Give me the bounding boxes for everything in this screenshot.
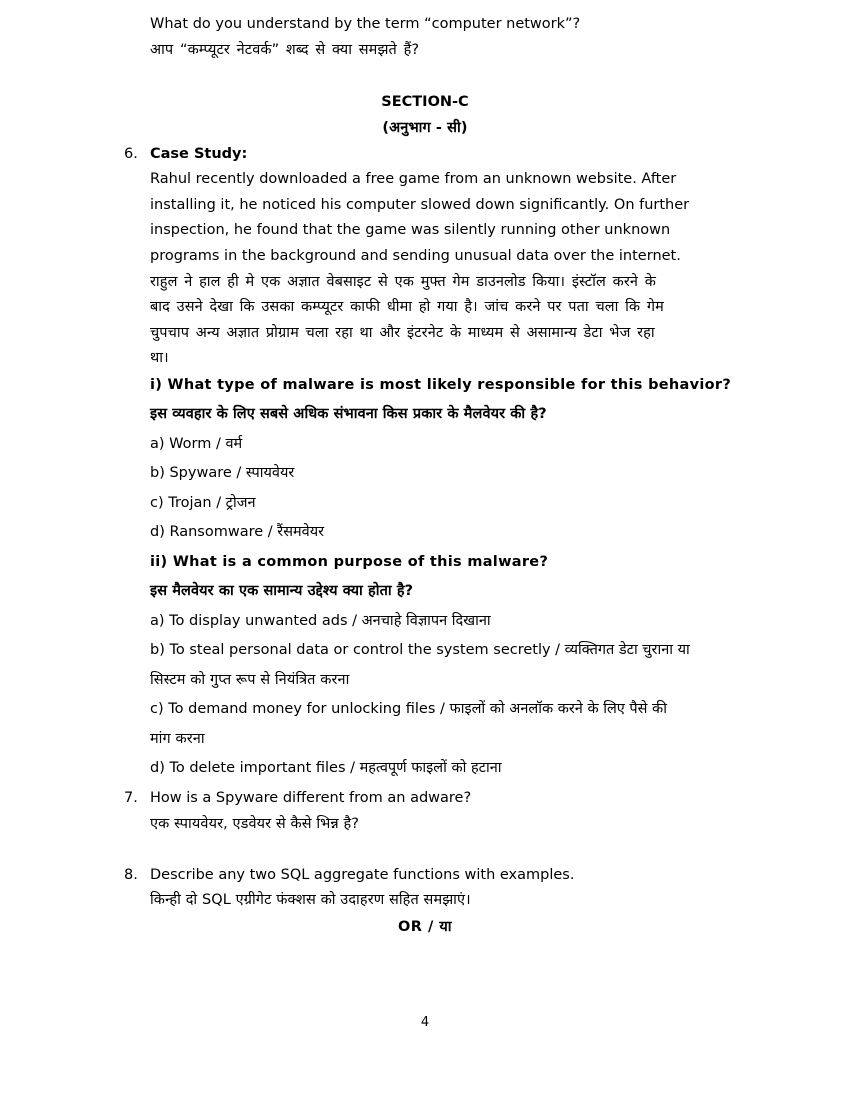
subquestion-1-en: i) What type of malware is most likely responsible for this behavior? — [150, 377, 732, 393]
option-item: a) Worm / वर्म — [150, 436, 243, 452]
prev-question-hi: आप “कम्प्यूटर नेटवर्क” शब्द से क्या समझते हैं? — [150, 42, 420, 58]
option-item-continuation: सिस्टम को गुप्त रूप से नियंत्रित करना — [150, 672, 350, 688]
option-item: d) Ransomware / रैंसमवेयर — [150, 524, 325, 540]
question-number-6: 6. — [124, 146, 138, 162]
section-title: SECTION-C — [381, 94, 469, 110]
prev-question-en: What do you understand by the term “computer network”? — [150, 16, 581, 32]
passage-hi-line: राहुल ने हाल ही मे एक अज्ञात वेबसाइट से एक मुफ्त गेम डाउनलोड किया। इंस्टॉल करने के — [150, 274, 656, 290]
passage-en-line: installing it, he noticed his computer slowed down significantly. On further — [150, 197, 690, 213]
question-7-hi: एक स्पायवेयर, एडवेयर से कैसे भिन्न है? — [150, 816, 360, 832]
option-item: b) To steal personal data or control the system secretly / व्यक्तिगत डेटा चुराना या — [150, 642, 690, 658]
question-8-hi: किन्ही दो SQL एग्रीगेट फंक्शस को उदाहरण सहित समझाएं। — [150, 892, 471, 908]
option-item: b) Spyware / स्पायवेयर — [150, 465, 295, 481]
subquestion-2-hi: इस मैलवेयर का एक सामान्य उद्देश्य क्या होता है? — [150, 583, 414, 599]
subquestion-1-hi: इस व्यवहार के लिए सबसे अधिक संभावना किस प्रकार के मैलवेयर की है? — [150, 406, 547, 422]
option-item: c) Trojan / ट्रोजन — [150, 495, 256, 511]
passage-en-line: inspection, he found that the game was silently running other unknown — [150, 222, 671, 238]
option-item-continuation: मांग करना — [150, 731, 205, 747]
option-item: a) To display unwanted ads / अनचाहे विज्ञापन दिखाना — [150, 613, 491, 629]
question-8-en: Describe any two SQL aggregate functions with examples. — [150, 867, 575, 883]
passage-en-line: Rahul recently downloaded a free game from an unknown website. After — [150, 171, 677, 187]
question-number-7: 7. — [124, 790, 138, 806]
section-subtitle: (अनुभाग - सी) — [382, 120, 468, 136]
case-study-heading: Case Study: — [150, 146, 248, 162]
passage-en-line: programs in the background and sending unusual data over the internet. — [150, 248, 681, 264]
option-item: c) To demand money for unlocking files / फाइलों को अनलॉक करने के लिए पैसे की — [150, 701, 667, 717]
passage-hi-line: था। — [150, 350, 169, 366]
passage-hi-line: चुपचाप अन्य अज्ञात प्रोग्राम चला रहा था और इंटरनेट के माध्यम से असामान्य डेटा भेज रहा — [150, 325, 655, 341]
passage-hi-line: बाद उसने देखा कि उसका कम्प्यूटर काफी धीमा हो गया है। जांच करने पर पता चला कि गेम — [150, 299, 664, 315]
question-number-8: 8. — [124, 867, 138, 883]
or-separator: OR / या — [397, 919, 453, 935]
page-number: 4 — [420, 1015, 430, 1030]
option-item: d) To delete important files / महत्वपूर्ण फाइलों को हटाना — [150, 760, 502, 776]
subquestion-2-en: ii) What is a common purpose of this malware? — [150, 554, 549, 570]
question-7-en: How is a Spyware different from an adware? — [150, 790, 472, 806]
